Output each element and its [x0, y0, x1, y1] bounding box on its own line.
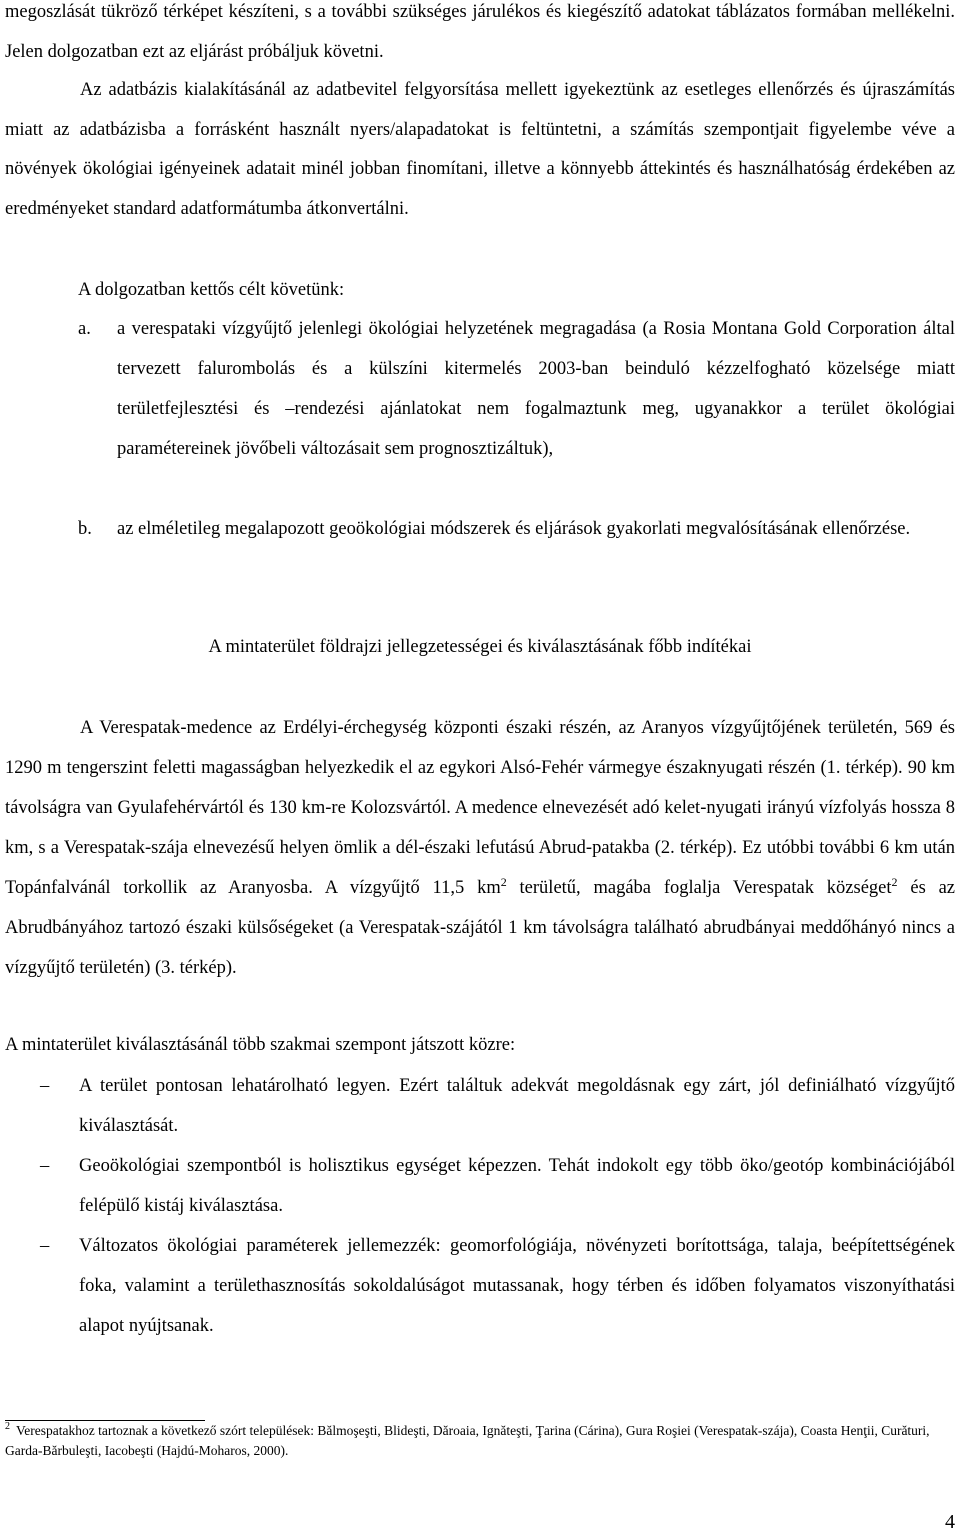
page-number: 4 [945, 1511, 955, 1533]
criteria-item-3: Változatos ökológiai paraméterek jellemezzék: geomorfológiája, növényzeti borítottsága, talaja, beépítettségének foka, valamint a területhasznosítás sokoldalúságot mutassanak, hogy térben és időben folyamatos viszonyíthatási alapot nyújtsanak. [79, 1236, 955, 1336]
goal-item-a: a verespataki vízgyűjtő jelenlegi ökológiai helyzetének megragadása (a Rosia Montana Gold Corporation által tervezett falurombolás és a külszíni kitermelés 2003-ban beinduló kézzelfogható közelsége miatt területfejlesztési és –rendezési ajánlatokat nem fogalmaztunk meg, ugyanakkor a terület ökológiai paramétereinek jövőbeli változásait sem prognosztizáltuk), [117, 319, 955, 459]
section-heading: A mintaterület földrajzi jellegzetességei és kiválasztásának főbb indítékai [208, 637, 752, 657]
paragraph-database: Az adatbázis kialakításánál az adatbevitel felgyorsítása mellett igyekeztünk az esetleges ellenőrzés és újraszámítás miatt az adatbázisba a forrásként használt nyers/alapadatokat is feltüntetni, a számítás szempontjait figyelembe véve a növények ökológiai igényeinek adatait minél jobban finomítani, illetve a könnyebb áttekintés és használhatóság érdekében az eredményeket standard adatformátumba átkonvertálni. [5, 80, 955, 219]
paragraph-criteria-intro: A mintaterület kiválasztásánál több szakmai szempont játszott közre: [5, 1035, 516, 1055]
footnote-number: 2 [5, 1421, 10, 1432]
footnote-reference[interactable]: 2 [891, 874, 898, 889]
paragraph-location [5, 708, 955, 988]
criteria-item-2: Geoökológiai szempontból is holisztikus egységet képezzen. Tehát indokolt egy több öko/geotóp kombinációjából felépülő kistáj kiválasztása. [79, 1156, 955, 1216]
goal-item-b: az elméletileg megalapozott geoökológiai módszerek és eljárások gyakorlati megvalósításának ellenőrzése. [117, 519, 911, 539]
footnote [5, 1421, 955, 1461]
location-text-2: területű, magába foglalja Verespatak községet [506, 878, 892, 898]
goal-marker-b: b. [78, 519, 92, 539]
paragraph-intro-end: megoszlását tükröző térképet készíteni, s a további szükséges járulékos és kiegészítő adatokat táblázatos formában mellékelni. Jelen dolgozatban ezt az eljárást próbáljuk követni. [5, 2, 955, 62]
criteria-marker-2: – [40, 1156, 50, 1176]
goal-marker-a: a. [78, 319, 91, 339]
criteria-item-1: A terület pontosan lehatárolható legyen. Ezért találtuk adekvát megoldásnak egy zárt, jól definiálható vízgyűjtő kiválasztását. [79, 1076, 955, 1136]
location-text-1: A Verespatak-medence az Erdélyi-érchegység központi északi részén, az Aranyos vízgyűjtőjének területén, 569 és 1290 m tengerszint feletti magasságban helyezkedik el az egykori Alsó-Fehér vármegye északnyugati részén (1. térkép). 90 km távolságra van Gyulafehérvártól és 130 km-re Kolozsvártól. A medence elnevezését adó kelet-nyugati irányú vízfolyás hossza 8 km, s a Verespatak-szája elnevezésű helyen ömlik a dél-északi lefutású Abrud-patakba (2. térkép). Ez utóbbi további 6 km után Topánfalvánál torkollik az Aranyosba. A vízgyűjtő 11,5 km [5, 718, 955, 898]
superscript-area: 2 [500, 874, 507, 889]
criteria-marker-3: – [40, 1236, 50, 1256]
footnote-text: Verespatakhoz tartoznak a következő szórt települések: Bălmoşeşti, Blideşti, Dăroaia, Ignăteşti, Ţarina (Cárina), Gura Roşiei (Verespatak-szája), Coasta Henţii, Curături, Garda-Bărbuleşti, Iacobeşti (Hajdú-Moharos, 2000). [5, 1423, 930, 1458]
paragraph-goals-intro: A dolgozatban kettős célt követünk: [78, 280, 345, 300]
location-text-3: és az Abrudbányához tartozó északi külsőségeket (a Verespatak-szájától 1 km távolságra található abrudbányai meddőhányó nincs a vízgyűjtő területén) (3. térkép). [5, 878, 956, 978]
criteria-marker-1: – [40, 1076, 50, 1096]
